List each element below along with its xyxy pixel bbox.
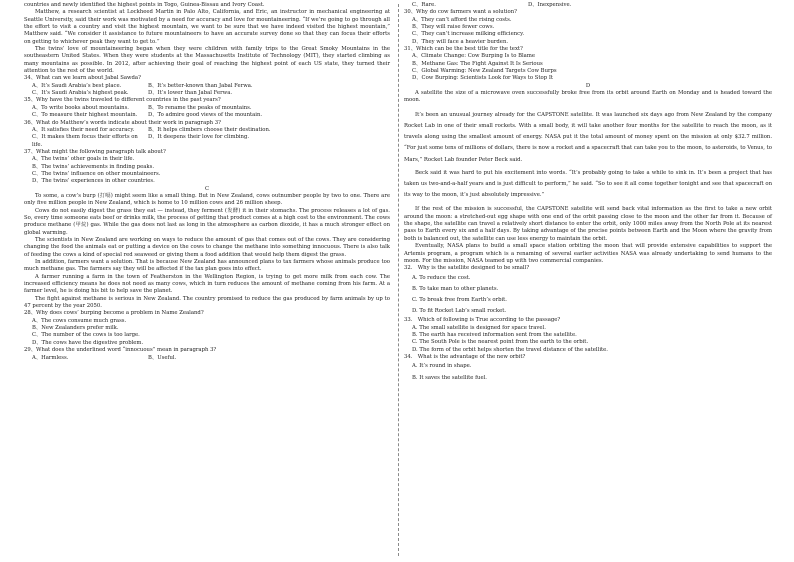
option-c: C、They can’t increase milking efficiency. [412,31,525,38]
option-a: A. The small satellite is designed for space travel. [412,324,546,331]
option-b: B、New Zealanders prefer milk. [32,325,119,332]
option-d: D、The twins’ experiences in other countries. [32,178,155,185]
option-c: C、It’s Saudi Arabia’s highest peak. [32,90,129,97]
option-b: B. It saves the satellite fuel. [412,374,487,381]
option-a: A、They can’t afford the rising costs. [412,16,512,23]
option-a: A、It satisfies their need for accuracy. [32,126,135,133]
option-d: D、To admire good views of the mountain. [148,112,263,119]
option-a: A、The cows consume much grass. [32,317,127,324]
question-34: 34. What is the advantage of the new orbit? [404,354,526,361]
option-b: B、Useful. [148,354,177,361]
paragraph: A farmer running a farm in the town of Featherston in the Wellington Region, is trying to get more milk from each cow. The increased efficiency means he does not need as many cows, which in turn reduces the amount of methane coming from his farm. At a farmer level, he is doing his bit to help save the planet. [24,273,390,295]
option-a: A、To write books about mountains. [32,104,129,111]
option-a: A、Climate Change: Cow Burping Is to Blame [412,53,535,60]
option-c: C、The number of the cows is too large. [32,332,140,339]
option-b: B. To take man to other planets. [412,285,499,292]
options-row [32,90,390,97]
option-c: C. The South Pole is the nearest point from the earth to the orbit. [412,339,589,346]
right-column [404,2,772,384]
section-heading-d: D [585,82,591,89]
question-29: 29、What does the underlined word “innocuous” mean in paragraph 3? [24,347,217,354]
paragraph: A satellite the size of a microwave oven successfully broke free from its orbit around Earth on Monday and is headed toward the moon. [404,90,772,104]
question-32: 32. Why is the satellite designed to be small? [404,265,530,272]
question-35: 35、Why have the twins traveled to different countries in the past years? [24,97,221,104]
paragraph: It’s been an unusual journey already for the CAPSTONE satellite. It was launched six days ago from New Zealand by the company Rocket Lab in one of their small rockets. With a small body, it will take another four months for the satellite to reach the moon, as it travels along using the smallest amount of energy. NASA put it the total amount of money spent on the mission at only $32.7 million. “For just some tens of millions of dollars, there is now a rocket and a spacecraft that can take you to the moon, to asteroids, to Venus, to Mars,” Rocket Lab founder Peter Beck said. [404,111,772,163]
option-c: C、It makes them focus their efforts on life. [32,134,138,148]
paragraph: To some, a cow’s burp (打嗝) might seem like a small thing. But in New Zealand, cows outnumber people by two to one. There are only five million people in New Zealand, which is home to 10 million cows and 26 million sheep. [24,192,390,207]
option-c: C、To measure their highest mountain. [32,112,138,119]
option-c: C、Global Warming: New Zealand Targets Cow Burps [412,68,557,75]
paragraph: The twins’ love of mountaineering began when they were children with family trips to the Great Smoky Mountains in the southeastern United States. When they were students at the Massachusetts Institute of Technology (MIT), they started climbing as many mountains as possible. In 2012, after achieving their goal of reaching the highest point of each US state, they turned their attention to the rest of the world. [24,46,390,75]
options-row [32,112,390,119]
option-d: D. The form of the orbit helps shorten the travel distance of the satellite. [412,346,608,353]
paragraph: If the rest of the mission is successful, the CAPSTONE satellite will send back vital information as the first to take a new orbit around the moon: a stretched-out egg shape with one end of the orbit passing close to the moon and the other far from it. Because of the shape, the satellite can travel a relatively short distance to enter the orbit, only 1000 miles away from the North Pole at its nearest pass to Earth every six and a half days. By taking advantage of the precise points between Earth and the Moon where the gravity from both is balanced out, the satellite can use less energy to maintain the orbit. [404,206,772,242]
left-column [24,2,390,362]
paragraph: The scientists in New Zealand are working on ways to reduce the amount of gas that comes out of the cows. They are considering changing the food the animals eat or putting a device on the cows to change the methane into something innocuous. There is also talk of feeding the cows a kind of special red seaweed or giving them a food addition that would help them digest the grass. [24,237,390,258]
options-row [32,134,390,149]
option-b: B、The twins’ achievements in finding peaks. [32,163,154,170]
option-a: A、Harmless. [32,354,69,361]
question-36: 36、What do Matthew’s words indicate about their work in paragraph 3? [24,119,221,126]
option-a: A、It’s Saudi Arabia’s best place. [32,82,122,89]
option-b: B、It helps climbers choose their destination. [148,126,271,133]
option-d: D、Cow Burping: Scientists Look for Ways to Stop It [412,75,554,82]
column-divider [398,4,399,556]
option-d: D、It deepens their love for climbing. [148,134,250,141]
options-row [32,105,390,112]
option-a: A、The twins’ other goals in their life. [32,156,135,163]
option-b: B、It’s better-known than Jabal Ferwa. [148,82,253,89]
option-b: B、Methane Gas: The Fight Against It Is Serious [412,60,543,67]
paragraph: Beck said it was hard to put his excitement into words. “It’s probably going to take a while to sink in. It’s been a project that has taken us two-and-a-half years and is just difficult to perform,” he said. “So to see it all come together tonight and see that spacecraft on its way to the moon, it’s just absolutely impressive.” [404,169,772,199]
option-b: B、To rename the peaks of mountains. [148,104,252,111]
question-30: 30、Why do cow farmers want a solution? [404,9,517,16]
option-c: C、Rare. [412,2,436,8]
question-33: 33. Which of following is True according to the passage? [404,317,561,324]
question-28: 28、Why does cows’ burping become a problem in Name Zealand? [24,310,204,317]
paragraph: Cows do not easily digest the grass they eat — instead, they ferment (发酵) it in their stomachs. The process releases a lot of gas. So, every time someone eats beef or drinks milk, the process of getting that product comes at a high cost to the environment. The cows produce methane (甲烷) gas. While the gas does not last as long in the atmosphere as carbon dioxide, it has a much stronger effect on global warming. [24,207,390,236]
option-a: A. To reduce the cost. [412,274,471,281]
options-row [32,127,390,134]
option-d: D、They will face a heavier burden. [412,38,509,45]
question-37: 37、What might the following paragraph talk about? [24,148,166,155]
option-d: D、The cows have the digestive problem. [32,339,144,346]
paragraph: Matthew, a research scientist at Lockheed Martin in Palo Alto, California, and Eric, an instructor in mechanical engineering at Seattle University, said their work was motivated by a need for accuracy and love for mountaineering. “If we’re going to go through all the effort to visit a country and visit the highest mountain, we want to be sure that we have indeed visited the highest mountain,” Matthew said. “We consider it assistance to future mountaineers to have an accurate survey done so that they can focus their efforts on getting to whichever peak they want to get to.” [24,9,390,45]
option-b: B、They will raise fewer cows. [412,24,495,31]
option-d: D、Inexpensive. [528,2,572,8]
option-c: C、The twins’ influence on other mountaineers. [32,170,161,177]
option-d: D. To fit Rocket Lab’s small rocket. [412,308,507,315]
options-row [412,2,772,9]
paragraph: Eventually, NASA plans to build a small space station orbiting the moon that will provide extensive capabilities to support the Artemis program, a program which is a renaming of several earlier activities NASA was already undertaking to send humans to the moon. For the mission, NASA teamed up with two commercial companies. [404,243,772,264]
option-a: A. It’s round in shape. [412,363,472,370]
question-31: 31、Which can be the best title for the text? [404,46,523,53]
section-heading-c: C [204,185,210,192]
paragraph: The fight against methane is serious in New Zealand. The country promised to reduce the gas produced by farm animals by up to 47 percent by the year 2050. [24,295,390,310]
option-c: C. To break free from Earth’s orbit. [412,296,507,303]
paragraph: countries and newly identified the highest points in Togo, Guinea-Bissau and Ivory Coast. [24,2,265,8]
options-row [32,355,390,362]
option-b: B. The earth has received information sent from the satellite. [412,332,577,339]
options-row [32,83,390,90]
option-d: D、It’s lower than Jabal Ferwa. [148,90,233,97]
paragraph: In addition, farmers want a solution. That is because New Zealand has announced plans to tax farmers whose animals produce too much methane gas. The farmers say they will be affected if the tax plan goes into effect. [24,259,390,273]
question-34: 34、What can we learn about Jabal Sawda? [24,75,141,82]
